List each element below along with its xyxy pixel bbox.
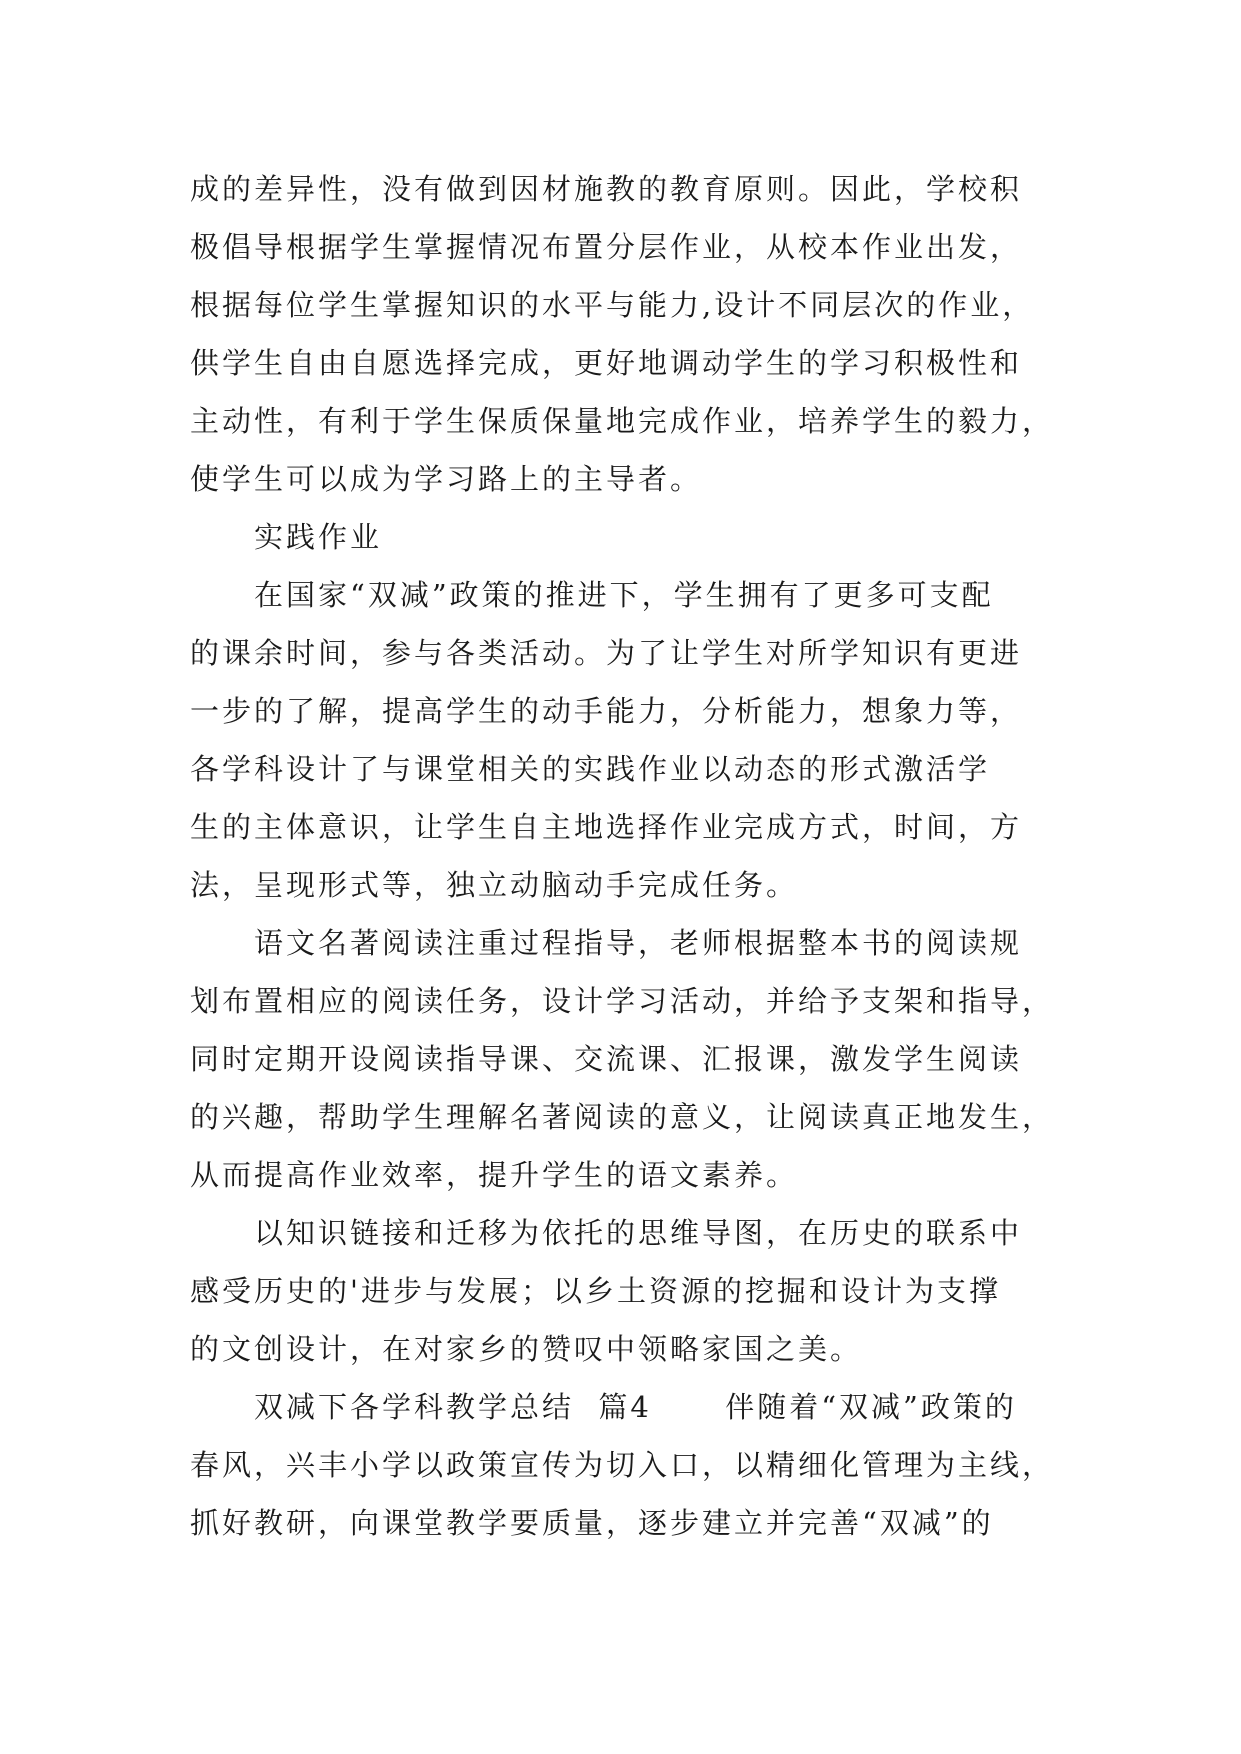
paragraph-line: 成的差异性，没有做到因材施教的教育原则。因此，学校积 — [190, 172, 1023, 206]
paragraph-line: 语文名著阅读注重过程指导，老师根据整本书的阅读规 — [254, 926, 1023, 960]
paragraph-line: 的兴趣，帮助学生理解名著阅读的意义，让阅读真正地发生， — [190, 1100, 1055, 1134]
paragraph-line: 的文创设计，在对家乡的赞叹中领略家国之美。 — [190, 1332, 863, 1366]
paragraph-line: 一步的了解，提高学生的动手能力，分析能力，想象力等， — [190, 694, 1023, 728]
section-heading: 实践作业 — [254, 520, 383, 554]
paragraph-line: 极倡导根据学生掌握情况布置分层作业，从校本作业出发， — [190, 230, 1023, 264]
paragraph-line: 法，呈现形式等，独立动脑动手完成任务。 — [190, 868, 799, 902]
paragraph-line: 双减下各学科教学总结 篇4 伴随着“双减”政策的 — [254, 1390, 1017, 1424]
paragraph-line: 抓好教研，向课堂教学要质量，逐步建立并完善“双减”的 — [190, 1506, 994, 1540]
paragraph-line: 春风，兴丰小学以政策宣传为切入口，以精细化管理为主线， — [190, 1448, 1055, 1482]
paragraph-line: 划布置相应的阅读任务，设计学习活动，并给予支架和指导， — [190, 984, 1055, 1018]
paragraph-line: 在国家“双减”政策的推进下，学生拥有了更多可支配 — [254, 578, 994, 612]
body-text — [190, 160, 1090, 1552]
paragraph-line: 生的主体意识，让学生自主地选择作业完成方式，时间，方 — [190, 810, 1023, 844]
paragraph-line: 感受历史的'进步与发展；以乡土资源的挖掘和设计为支撑 — [190, 1274, 1001, 1308]
paragraph-line: 的课余时间，参与各类活动。为了让学生对所学知识有更进 — [190, 636, 1023, 670]
paragraph-line: 主动性，有利于学生保质保量地完成作业，培养学生的毅力， — [190, 404, 1055, 438]
paragraph-line: 使学生可以成为学习路上的主导者。 — [190, 462, 703, 496]
paragraph-line: 各学科设计了与课堂相关的实践作业以动态的形式激活学 — [190, 752, 991, 786]
paragraph-line: 从而提高作业效率，提升学生的语文素养。 — [190, 1158, 799, 1192]
paragraph-line: 供学生自由自愿选择完成，更好地调动学生的学习积极性和 — [190, 346, 1023, 380]
paragraph-line: 根据每位学生掌握知识的水平与能力,设计不同层次的作业， — [190, 288, 1035, 322]
paragraph-line: 同时定期开设阅读指导课、交流课、汇报课，激发学生阅读 — [190, 1042, 1023, 1076]
paragraph-line: 以知识链接和迁移为依托的思维导图，在历史的联系中 — [254, 1216, 1023, 1250]
